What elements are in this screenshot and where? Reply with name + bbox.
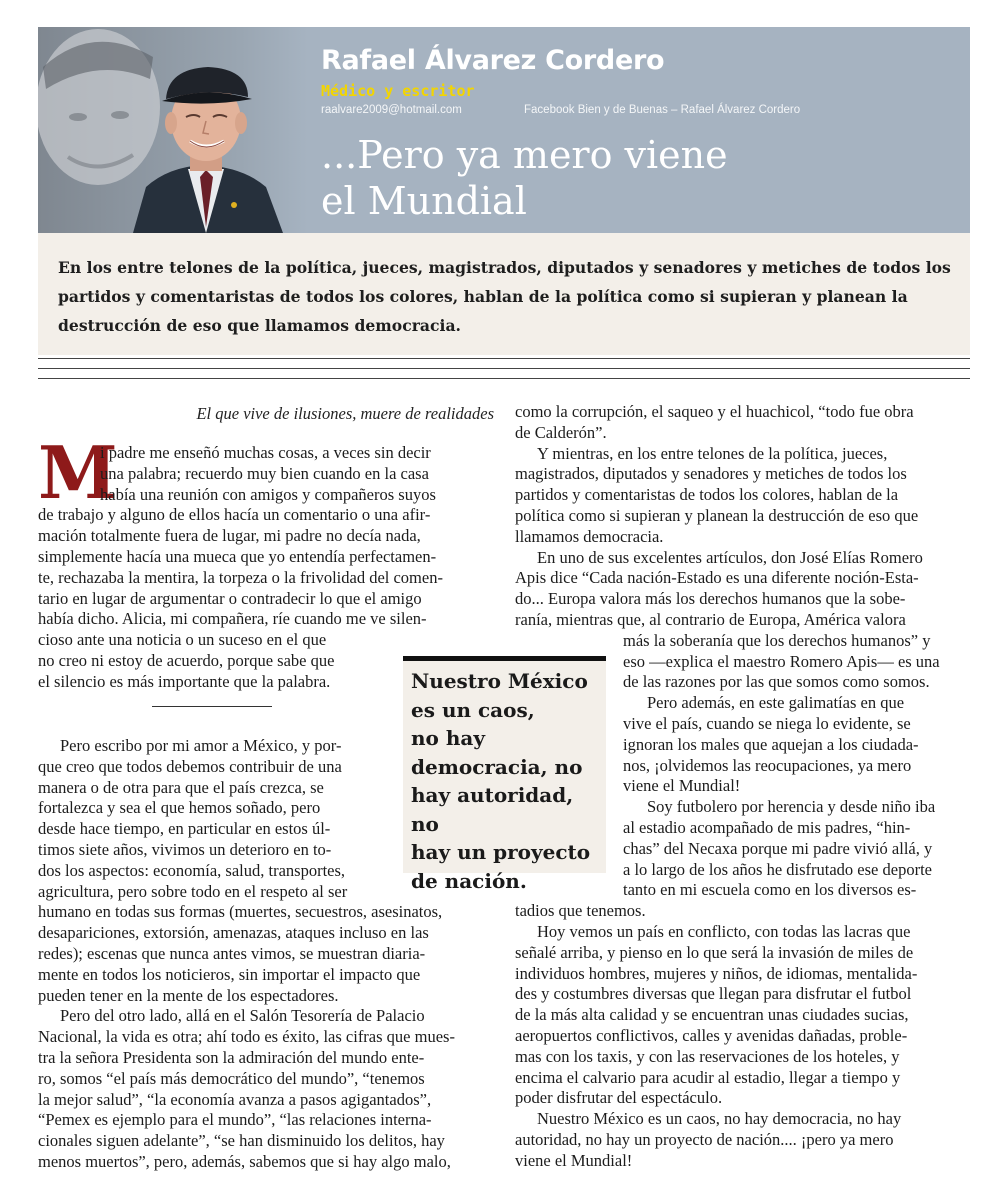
article-header: [38, 27, 970, 233]
pull-quote-line: es un caos,: [411, 697, 535, 722]
pull-quote: [403, 656, 606, 893]
pull-quote-line: no hay: [411, 726, 485, 750]
article-title: [321, 132, 728, 224]
text-line: Hoy vemos un país en conflicto, con todas las lacras que: [537, 921, 911, 941]
text-line: ranía, mientras que, al contrario de Europa, América valora: [515, 609, 906, 629]
text-line: chas” del Necaxa porque mi padre vivió allá, y: [623, 838, 933, 858]
divider-rule: [38, 378, 970, 379]
text-line: a lo largo de los años he disfrutado ese deporte: [623, 859, 932, 879]
text-line: do... Europa valora más los derechos humanos que la sobe-: [515, 589, 906, 609]
text-line: Nuestro México es un caos, no hay democracia, no hay: [537, 1109, 902, 1129]
article-title-line2: el Mundial: [321, 179, 527, 223]
divider-rule: [38, 358, 970, 359]
text-line: Pero además, en este galimatías en que: [647, 693, 905, 713]
text-line: menos muertos”, pero, además, sabemos que si hay algo malo,: [38, 1151, 451, 1171]
pull-quote-line: hay autoridad, no: [411, 783, 574, 836]
article-summary: [38, 233, 970, 355]
text-line: simplemente hacía una mueca que yo entendía perfectamen-: [38, 546, 437, 566]
text-line: cionales siguen adelante”, “se han disminuido los delitos, hay: [38, 1131, 445, 1151]
pull-quote-line: democracia, no: [411, 754, 583, 779]
text-line: manera o de otra para que el país crezca, se: [38, 777, 324, 797]
text-line: aeropuertos conflictivos, calles y avenidas dañadas, proble-: [515, 1025, 908, 1045]
section-separator: [152, 706, 272, 707]
text-line: tra la señora Presidenta son la admiración del mundo ente-: [38, 1047, 425, 1067]
text-line: llamamos democracia.: [515, 526, 664, 546]
pull-quote-text: [411, 667, 606, 895]
text-line: encima el calvario para acudir al estadio, llegar a tiempo y: [515, 1067, 901, 1087]
text-line: te, rechazaba la mentira, la torpeza o la frivolidad del comen-: [38, 567, 443, 587]
paragraph: [515, 922, 971, 1109]
text-line: tanto en mi escuela como en los diversos es-: [623, 880, 917, 900]
text-line: eso —explica el maestro Romero Apis— es una: [623, 651, 940, 671]
pull-quote-line: hay un proyecto: [411, 840, 591, 864]
text-line: al estadio acompañado de mis padres, “hin-: [623, 817, 911, 837]
author-facebook[interactable]: Facebook Bien y de Buenas – Rafael Álvarez Cordero: [524, 104, 801, 116]
divider-rule: [38, 368, 970, 369]
text-line: de trabajo y alguno de ellos hacía un comentario o una afir-: [38, 505, 431, 525]
text-line: tario en lugar de argumentar o contradecir lo que el amigo: [38, 588, 422, 608]
text-line: redes); escenas que nunca antes vimos, se muestran diaria-: [38, 943, 426, 963]
text-line: tadios que tenemos.: [515, 901, 646, 921]
text-line: viene el Mundial!: [515, 1150, 633, 1170]
text-line: ro, somos “el país más democrático del mundo”, “tenemos: [38, 1068, 425, 1088]
text-line: Y mientras, en los entre telones de la política, jueces,: [537, 443, 888, 463]
text-line: como la corrupción, el saqueo y el huachicol, “todo fue obra: [515, 402, 914, 421]
paragraph: [515, 1109, 971, 1171]
text-line: dos los aspectos: economía, salud, transportes,: [38, 860, 346, 880]
text-line: había dicho. Alicia, mi compañera, ríe cuando me ve silen-: [38, 609, 427, 629]
pull-quote-line: de nación.: [411, 868, 527, 893]
text-line: agricultura, pero sobre todo en el respeto al ser: [38, 881, 348, 901]
article-title-line1: ...Pero ya mero viene: [321, 133, 728, 177]
author-portrait: [38, 27, 308, 233]
text-line: no creo ni estoy de acuerdo, porque sabe que: [38, 650, 335, 670]
paragraph: [515, 402, 971, 444]
text-line: fortalezca y sea el que hemos soñado, pero: [38, 798, 321, 818]
text-line: nos, ¡olvidemos las reocupaciones, ya mero: [623, 755, 912, 775]
text-line: que creo que todos debemos contribuir de una: [38, 756, 342, 776]
text-line: señalé arriba, y pienso en lo que será la invasión de miles de: [515, 942, 914, 962]
text-line: el silencio es más importante que la palabra.: [38, 671, 331, 691]
text-line: política como si supieran y planean la destrucción de eso que: [515, 505, 919, 525]
lead-lines-wrap: [100, 443, 494, 505]
text-line: i padre me enseñó muchas cosas, a veces sin decir: [100, 443, 431, 462]
text-line: de las razones por las que somos como somos.: [623, 672, 930, 692]
text-line: Pero del otro lado, allá en el Salón Tesorería de Palacio: [60, 1006, 425, 1026]
text-line: viene el Mundial!: [623, 776, 741, 796]
text-line: Pero escribo por mi amor a México, y por-: [60, 736, 342, 755]
text-line: pueden tener en la mente de los espectadores.: [38, 985, 339, 1005]
text-line: de Calderón”.: [515, 422, 607, 442]
author-name: Rafael Álvarez Cordero: [321, 45, 665, 76]
pull-quote-line: Nuestro México: [411, 669, 588, 693]
text-line: partidos y comentaristas de todos los colores, hablan de la: [515, 485, 899, 505]
text-line: vive el país, cuando se niega lo evidente, se: [623, 713, 911, 733]
text-line: timos siete años, vivimos un deterioro en to-: [38, 839, 332, 859]
drop-cap: M: [38, 430, 118, 515]
summary-text: En los entre telones de la política, jueces, magistrados, diputados y senadores y metiches de todos los partidos y comentaristas de todos los colores, hablan de la política como si supieran y planean la destrucción de eso que llamamos democracia.: [58, 258, 951, 335]
text-line: mas con los taxis, y con las reservaciones de los hoteles, y: [515, 1046, 900, 1066]
text-line: “Pemex es ejemplo para el mundo”, “las relaciones interna-: [38, 1110, 432, 1130]
author-role: Médico y escritor: [321, 82, 475, 100]
author-email[interactable]: raalvare2009@hotmail.com: [321, 104, 462, 116]
text-line: desde hace tiempo, en particular en estos úl-: [38, 819, 331, 839]
paragraph: [38, 1006, 494, 1172]
text-line: ignoran los males que aquejan a los ciudada-: [623, 734, 919, 754]
text-line: humano en todas sus formas (muertes, secuestros, asesinatos,: [38, 902, 443, 922]
text-line: magistrados, diputados y senadores y metiches de todos los: [515, 464, 907, 484]
text-line: individuos hombres, mujeres y niños, de idiomas, mentalida-: [515, 963, 918, 983]
text-line: una palabra; recuerdo muy bien cuando en la casa: [100, 463, 429, 483]
paragraph: [515, 444, 971, 548]
text-line: poder disfrutar del espectáculo.: [515, 1088, 723, 1108]
text-line: des y costumbres diversas que llegan para disfrutar el futbol: [515, 984, 912, 1004]
text-line: más la soberanía que los derechos humanos” y: [623, 630, 931, 650]
text-line: de la más alta calidad y se encuentran unas ciudades sucias,: [515, 1005, 909, 1025]
text-line: Apis dice “Cada nación-Estado es una diferente noción-Esta-: [515, 568, 919, 588]
text-line: mación totalmente fuera de lugar, mi padre no decía nada,: [38, 526, 421, 546]
text-line: En uno de sus excelentes artículos, don José Elías Romero: [537, 547, 923, 567]
text-line: la mejor salud”, “la economía avanza a pasos agigantados”,: [38, 1089, 432, 1109]
text-line: autoridad, no hay un proyecto de nación.... ¡pero ya mero: [515, 1129, 894, 1149]
text-line: cioso ante una noticia o un suceso en el que: [38, 630, 327, 650]
text-line: Nacional, la vida es otra; ahí todo es éxito, las cifras que mues-: [38, 1027, 455, 1047]
epigraph: El que vive de ilusiones, muere de realidades: [196, 404, 494, 423]
text-line: desapariciones, extorsión, amenazas, ataques incluso en las: [38, 923, 429, 943]
text-line: mente en todos los noticieros, sin importar el impacto que: [38, 964, 421, 984]
text-line: había una reunión con amigos y compañeros suyos: [100, 484, 436, 504]
text-line: Soy futbolero por herencia y desde niño iba: [647, 797, 936, 817]
